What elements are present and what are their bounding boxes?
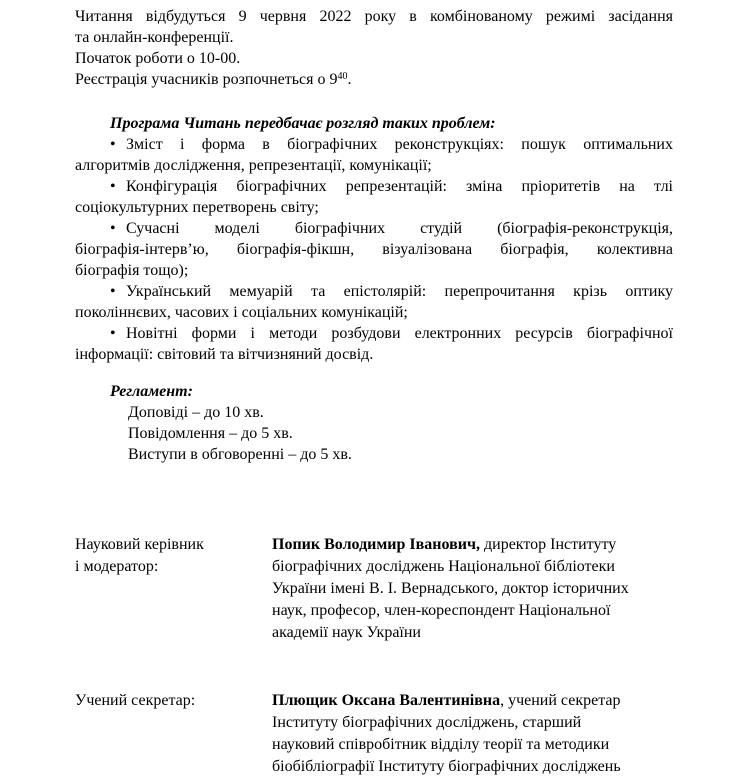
secretary-desc-line-4: біобібліографії Інституту біографічних досліджень [272, 758, 621, 775]
supervisor-desc-line-3: України імені В. І. Вернадського, доктор історичних [272, 580, 629, 597]
registration-minutes: 40 [337, 71, 348, 82]
secretary-desc-line-2: Інституту біографічних досліджень, старший [272, 714, 582, 731]
program-item-3-line-2: біографія-інтерв’ю, біографія-фікшн, візуалізована біографія, колективна [75, 241, 673, 258]
bullet-icon: • [110, 178, 116, 195]
secretary-name: Плющик Оксана Валентинівна [272, 692, 501, 709]
program-item-3-line-1: • Сучасні моделі біографічних студій (біографія-реконструкція, [110, 220, 673, 237]
intro-line-1: Читання відбудуться 9 червня 2022 року в комбінованому режимі засідання [75, 8, 673, 25]
regulation-item-messages: Повідомлення – до 5 хв. [128, 425, 293, 442]
bullet-icon: • [110, 283, 116, 300]
bullet-icon: • [110, 136, 116, 153]
program-item-5-line-2: інформації: світовий та вітчизняний досвід. [75, 346, 374, 363]
registration-time [75, 69, 352, 90]
program-item-4-line-1: • Український мемуарій та епістолярій: перепрочитання крізь оптику [110, 283, 673, 300]
supervisor-desc-line-5: академії наук України [272, 624, 421, 641]
supervisor-role-line-2: і модератор: [75, 558, 159, 575]
bullet-icon: • [110, 220, 116, 237]
program-item-1-line-2: алгоритмів дослідження, репрезентації, комунікації; [75, 157, 432, 174]
supervisor-desc-line-1: Попик Володимир Іванович, директор Інституту [272, 536, 617, 553]
program-item-5-line-1: • Новітні форми і методи розбудови електронних ресурсів біографічної [110, 325, 673, 342]
secretary-role: Учений секретар: [75, 692, 196, 709]
supervisor-role-line-1: Науковий керівник [75, 536, 204, 553]
program-item-4-line-2: поколіннєвих, часових і соціальних комунікацій; [75, 304, 408, 321]
secretary-desc-line-3: науковий співробітник відділу теорії та методики [272, 736, 610, 753]
program-item-2-line-1: • Конфігурація біографічних репрезентацій: зміна пріоритетів на тлі [110, 178, 673, 195]
registration-text: Реєстрація учасників розпочнеться о 9 [75, 71, 338, 88]
program-heading: Програма Читань передбачає розгляд таких проблем: [110, 115, 496, 132]
supervisor-desc-line-4: наук, професор, член-кореспондент Національної [272, 602, 611, 619]
program-item-3-line-3: біографія тощо); [75, 262, 189, 279]
intro-line-2: та онлайн-конференції. [75, 29, 234, 46]
regulation-item-reports: Доповіді – до 10 хв. [128, 404, 264, 421]
secretary-desc-line-1: Плющик Оксана Валентинівна, учений секретар [272, 692, 621, 709]
program-item-1-line-1: • Зміст і форма в біографічних реконструкціях: пошук оптимальних [110, 136, 673, 153]
supervisor-name: Попик Володимир Іванович, [272, 536, 480, 553]
page-bottom-cutoff [0, 755, 734, 776]
supervisor-desc-line-2: біографічних досліджень Національної бібліотеки [272, 558, 615, 575]
program-item-2-line-2: соціокультурних перетворень світу; [75, 199, 319, 216]
regulations-heading: Регламент: [110, 383, 193, 400]
bullet-icon: • [110, 325, 116, 342]
registration-end: . [347, 71, 352, 88]
regulation-item-discussion: Виступи в обговоренні – до 5 хв. [128, 446, 352, 463]
start-time: Початок роботи о 10-00. [75, 50, 241, 67]
